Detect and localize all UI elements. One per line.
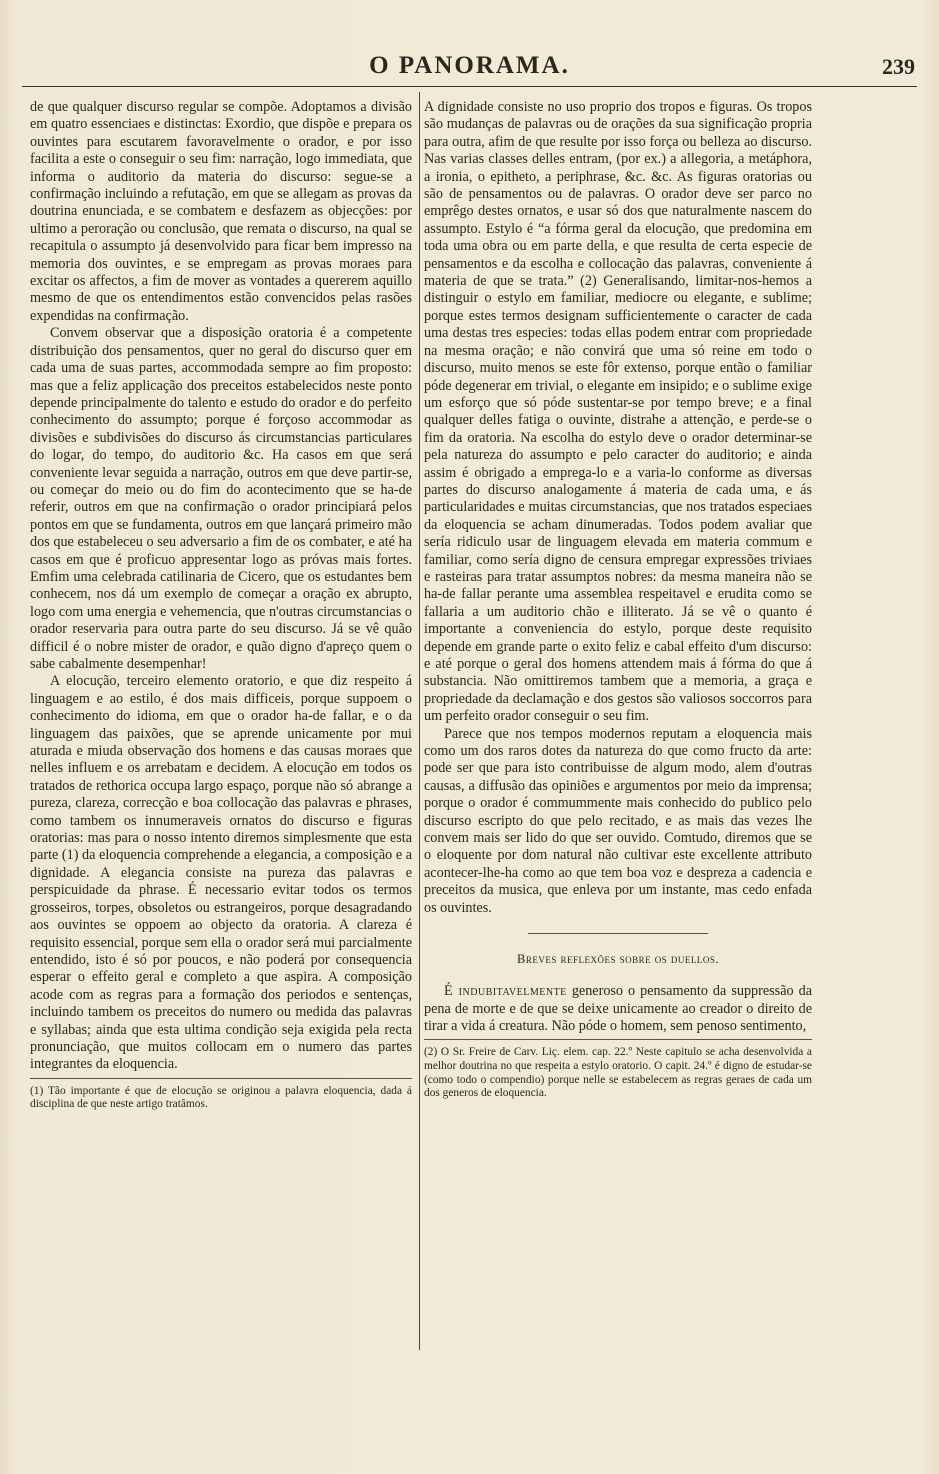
section-title: Breves reflexões sobre os duellos. bbox=[517, 952, 719, 967]
header-rule bbox=[22, 86, 917, 87]
section-text: generoso o pensamento da suppressão da pena de morte e de que se deixe unicamente ao creador o direito de tirar a vida á creatura. Não póde o homem, sem penoso sentimento, bbox=[424, 983, 812, 1034]
journal-title: O PANORAMA. bbox=[369, 52, 570, 79]
section-paragraph bbox=[424, 983, 812, 1035]
page-number: 239 bbox=[882, 54, 915, 79]
page-header bbox=[22, 52, 917, 86]
paragraph: A elocução, terceiro elemento oratorio, e que diz respeito á linguagem e ao estilo, é dos mais difficeis, porque suppoem o conhecimento do idioma, em que o orador ha-de fallar, e o da linguagem das paixões, que se aprende unicamente por mui aturada e miuda observação dos homens e das causas moraes que nelles influem e os arrebatam e decidem. A elocução em todos os tratados de rethorica occupa largo espaço, porque não só abrange a pureza, clareza, correcção e boa collocação das palavras e phrases, como tambem os innumeraveis ornatos do discurso e figuras oratorias: mas para o nosso intento diremos simplesmente que esta parte (1) da eloquencia comprehende a elegancia, a composição e a dignidade. A elegancia consiste na pureza das palavras e perspicuidade da phrase. É necessario evitar todos os termos grosseiros, torpes, obsoletos ou estrangeiros, porque desagradando aos ouvintes se oppoem ao objecto da oratoria. A clareza é requisito essencial, porque sem ella o orador será mui parcialmente entendido, isto é só por poucos, e não poderá por consequencia esperar o effeito geral e completo a que aspira. A composição acode com as regras para a formação dos periodos e sentenças, incluindo tambem os preceitos do numero ou medida das palavras e syllabas; ainda que esta ultima condição seja exigida pela recta pronunciação, que muitos collocam em o numero das partes integrantes da eloquencia. bbox=[30, 673, 412, 1073]
paragraph: Convem observar que a disposição oratoria é a competente distribuição dos pensamentos, quer no geral do discurso quer em cada uma de suas partes, accommodada sempre ao fim proposto: mas que a feliz applicação dos preceitos estabelecidos neste ponto depende principalmente do talento e estudo do orador e do perfeito conhecimento do assumpto; porque é forçoso accommodar as divisões e subdivisões do discurso ás circumstancias particulares do logar, do tempo, do auditorio &c. Ha casos em que será conveniente levar seguida a narração, outros em que deve partir-se, ou começar do meio ou do fim do acontecimento que se ha-de referir, outros em que na confirmação o orador principiará pelos pontos em que se fundamenta, outros em que lançará primeiro mão dos que estabeleceu o seu adversario a fim de os combater, e até ha casos em que é proficuo appresentar logo as próvas mais fortes. Emfim uma celebrada catilinaria de Cicero, que os estudantes bem conhecem, nos dá um exemplo de começar a oração ex abrupto, logo com uma energia e vehemencia, que n'outras circumstancias o orador reservaria para outra parte do seu discurso. Já se vê quão difficil é o nobre mister de orador, e quão digno d'apreço quem o sabe cabalmente desempenhar! bbox=[30, 325, 412, 672]
footnote-rule bbox=[30, 1078, 412, 1079]
section-lead: É indubitavelmente bbox=[444, 983, 567, 1000]
footnote: (2) O Sr. Freire de Carv. Liç. elem. cap. 22.º Neste capitulo se acha desenvolvida a melhor doutrina no que respeita a estylo oratorio. O capit. 24.º é digno de estudar-se (como todo o compendio) porque nelle se estabelecem as regras geraes de cada um dos generos de eloquencia. bbox=[424, 1046, 812, 1100]
section-rule bbox=[528, 933, 708, 934]
column-divider bbox=[419, 92, 420, 1350]
paragraph: Parece que nos tempos modernos reputam a eloquencia mais como um dos raros dotes da natureza do que como fructo da arte: pode ser que para isto contribuisse de algum modo, alem d'outras causas, a diffusão das opiniões e argumentos por meio da imprensa; porque o orador é commummente mais conhecido do publico pelo discurso escripto do que pelo recitado, e as mais das vezes lhe convem mais ser lido do que ser ouvido. Comtudo, diremos que se o eloquente por dom natural não cultivar este excellente attributo acontecer-lhe-ha como ao que tem boa voz e despreza a cadencia e preceitos da musica, que enleva por um instante, mas cedo enfada os ouvintes. bbox=[424, 725, 812, 916]
paragraph: de que qualquer discurso regular se compõe. Adoptamos a divisão em quatro essenciaes e distinctas: Exordio, que dispõe e prepara os ouvintes para escutarem favoravelmente o orador, e por isso facilita a este o conseguir o seu fim: narração, logo immediata, que informa o auditorio da materia do discurso: segue-se a confirmação incluindo a refutação, em que se allegam as provas da doutrina enunciada, e se combatem e desfazem as objecções: por ultimo a peroração ou conclusão, que remata o discurso, na qual se recapitula o assumpto já desenvolvido para ficar bem impresso na memoria dos ouvintes, e se empregam as provas moraes para excitar os affectos, a fim de mover as vontades a quererem aquillo mesmo de que os entendimentos estão convencidos pelas rasões expendidas na confirmação. bbox=[30, 99, 412, 324]
paragraph: A dignidade consiste no uso proprio dos tropos e figuras. Os tropos são mudanças de palavras ou de orações da sua significação propria para outra, afim de que resulte por isso força ou belleza ao discurso. Nas varias classes delles entram, (por ex.) a allegoria, a metáphora, a ironia, o epitheto, a periphrase, &c. &c. As figuras oratorias ou são de pensamentos ou de palavras. O orador deve ser parco no emprêgo destes ornatos, e usar só dos que naturalmente nascem do assumpto. Estylo é “a fórma geral da elocução, que predomina em toda uma obra ou em parte della, e que resulta de certa especie de pensamentos e da escolha e collocação das palavras, conveniente á materia de que se trata.” (2) Generalisando, limitar-nos-hemos a distinguir o estylo em familiar, mediocre ou elegante, e sublime; porque estes termos designam sufficientemente o caracter de cada uma destas tres especies: todas ellas podem entrar com propriedade na mesma oração; e não convirá que uma só reine em todo o discurso, muito menos se este fôr extenso, porque então o familiar póde degenerar em trivial, o elegante em insipido; e o sublime exige um esforço que só póde sustentar-se por tempo breve; e a final qualquer delles fatiga o ouvinte, distrahe a attenção, e perde-se o fim da oratoria. Na escolha do estylo deve o orador determinar-se pela natureza do assumpto e pelo caracter do auditorio; e ainda assim é obrigado a emprega-lo e a varia-lo conforme as diversas partes do discurso analogamente á materia de cada uma, e ás particularidades e muitas circumstancias, que nos tratados especiaes da eloquencia se acham dinumeradas. Todos podem avaliar que sería ridiculo usar de linguagem elevada em materia commum e familiar, como sería digno de censura empregar expressões triviaes e rasteiras para tratar assumptos nobres: da mesma maneira não se ha-de fallar perante uma assemblea respeitavel e erudita como se fallaria a um auditorio chão e illiterato. Já se vê o quanto é importante a conveniencia do estylo, porque deste requisito depende em grande parte o exito feliz e cabal effeito d'um discurso: e até porque o geral dos homens attendem mais á fórma do que á substancia. Não omittiremos tambem que a memoria, a graça e propriedade da declamação e dos gestos são valiosos soccorros para um perfeito orador conseguir o seu fim. bbox=[424, 99, 812, 725]
left-column bbox=[30, 99, 412, 1112]
footnote-rule bbox=[424, 1039, 812, 1040]
right-column bbox=[424, 99, 812, 1101]
footnote: (1) Tão importante é que de elocução se originou a palavra eloquencia, dada á disciplina de que neste artigo tratâmos. bbox=[30, 1084, 412, 1111]
